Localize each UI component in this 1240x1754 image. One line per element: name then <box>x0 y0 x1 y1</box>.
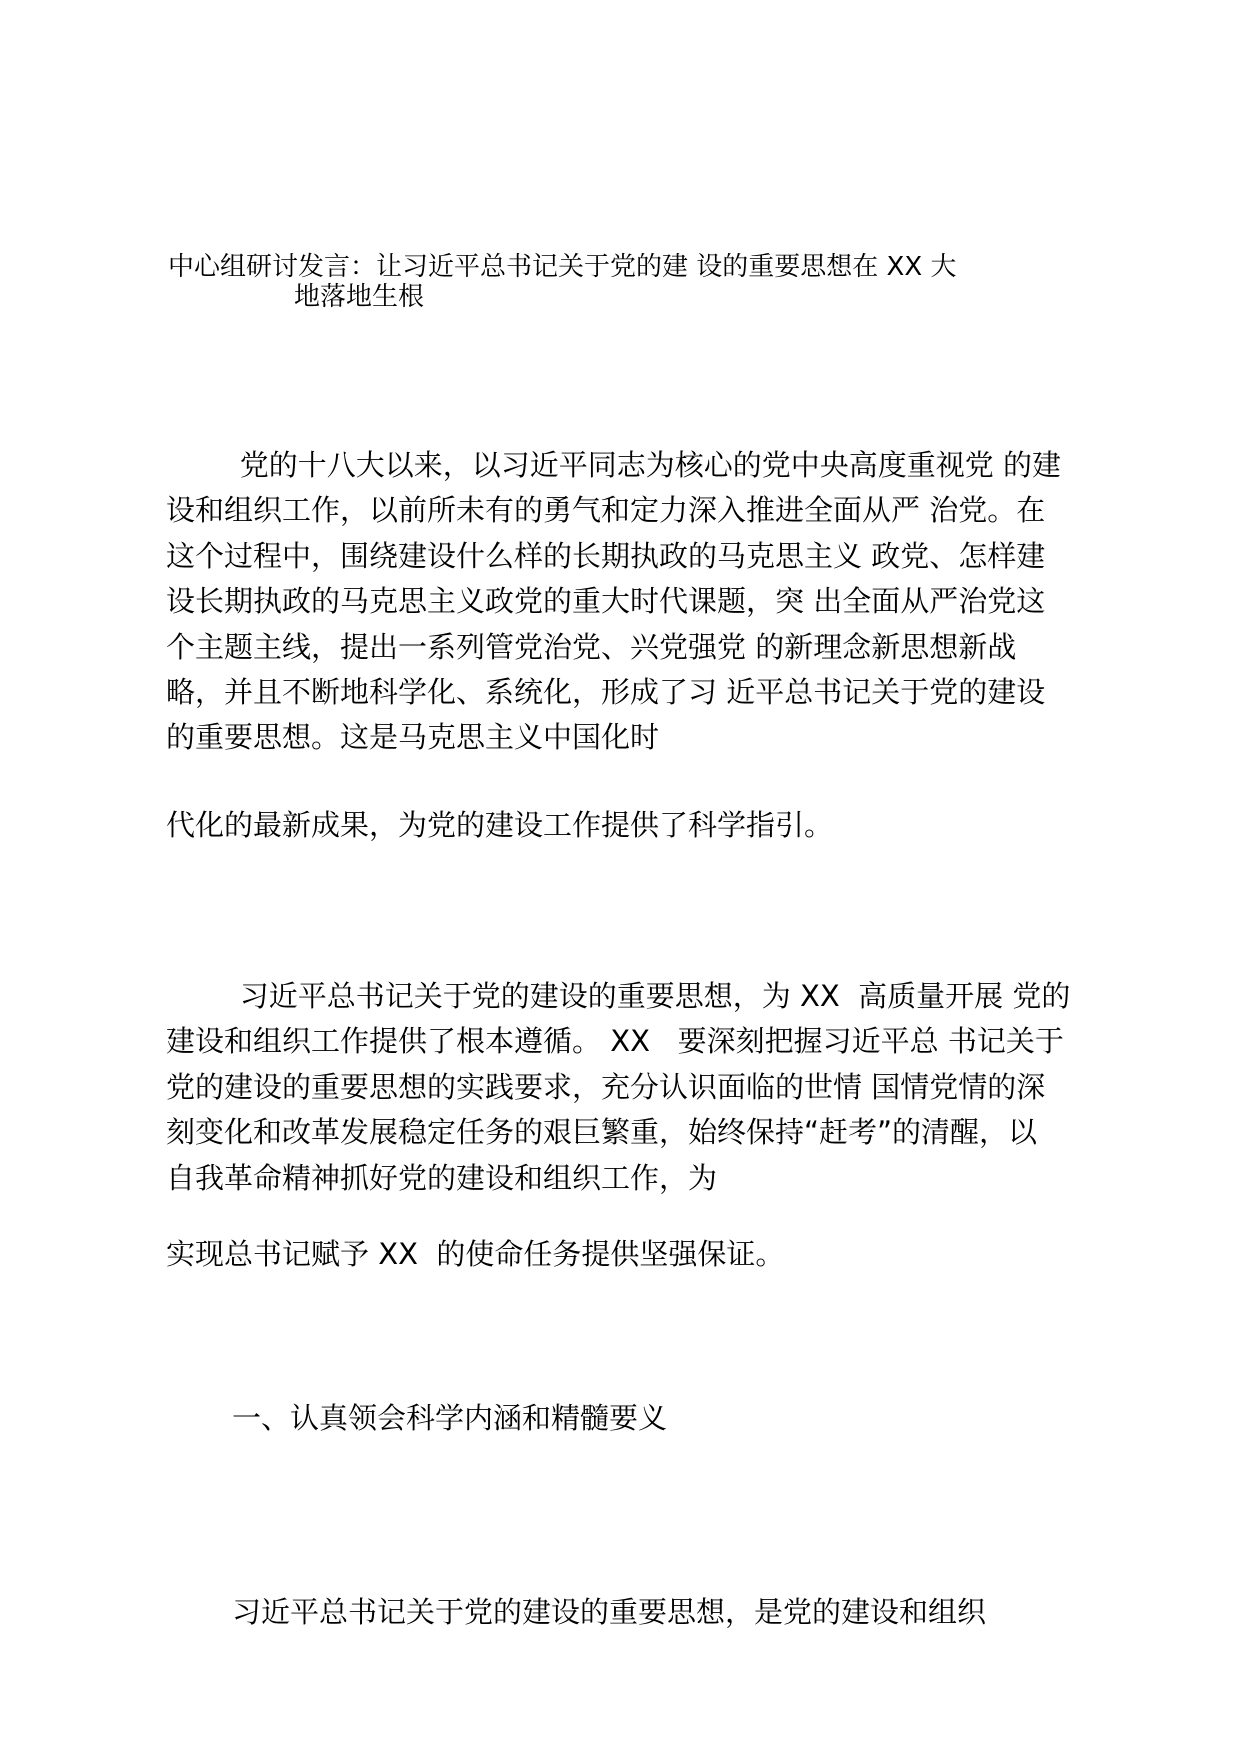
title-line-2: 地落地生根 <box>294 282 425 312</box>
paragraph-1-tail: 代化的最新成果，为党的建设工作提供了科学指引。 <box>166 808 834 842</box>
paragraph-1-line: 的重要思想。这是马克思主义中国化时 <box>166 720 660 755</box>
paragraph-2-line: 习近平总书记关于党的建设的重要思想，为 XX 高质量开展 党的 <box>166 979 1071 1013</box>
document-title <box>168 252 956 312</box>
paragraph-2 <box>166 974 1096 1201</box>
paragraph-2-line: 自我革命精神抓好党的建设和组织工作，为 <box>166 1160 718 1195</box>
paragraph-2-line: 党的建设的重要思想的实践要求，充分认识面临的世情 国情党情的深 <box>166 1069 1046 1104</box>
paragraph-1-line: 这个过程中，围绕建设什么样的长期执政的马克思主义 政党、怎样建 <box>166 538 1046 573</box>
paragraph-1-line: 设长期执政的马克思主义政党的重大时代课题，突 出全面从严治党这 <box>166 584 1046 619</box>
paragraph-2-line: 刻变化和改革发展稳定任务的艰巨繁重，始终保持“赶考”的清醒，以 <box>166 1115 1038 1150</box>
paragraph-1-line: 个主题主线，提出一系列管党治党、兴党强党 的新理念新思想新战 <box>166 629 1017 664</box>
paragraph-1-line: 设和组织工作，以前所未有的勇气和定力深入推进全面从严 治党。在 <box>166 493 1046 528</box>
section-heading: 一、认真领会科学内涵和精髓要义 <box>232 1401 668 1435</box>
paragraph-1-line: 党的十八大以来，以习近平同志为核心的党中央高度重视党 的建 <box>166 448 1061 482</box>
paragraph-2-tail: 实现总书记赋予 XX 的使命任务提供坚强保证。 <box>166 1237 785 1271</box>
paragraph-1-line: 略，并且不断地科学化、系统化，形成了习 近平总书记关于党的建设 <box>166 675 1046 710</box>
paragraph-1 <box>166 443 1096 761</box>
title-line-1: 中心组研讨发言：让习近平总书记关于党的建 设的重要思想在 XX 大 <box>168 252 957 282</box>
paragraph-3: 习近平总书记关于党的建设的重要思想，是党的建设和组织 <box>232 1595 987 1629</box>
paragraph-2-line: 建设和组织工作提供了根本遵循。 XX 要深刻把握习近平总 书记关于 <box>166 1024 1064 1059</box>
